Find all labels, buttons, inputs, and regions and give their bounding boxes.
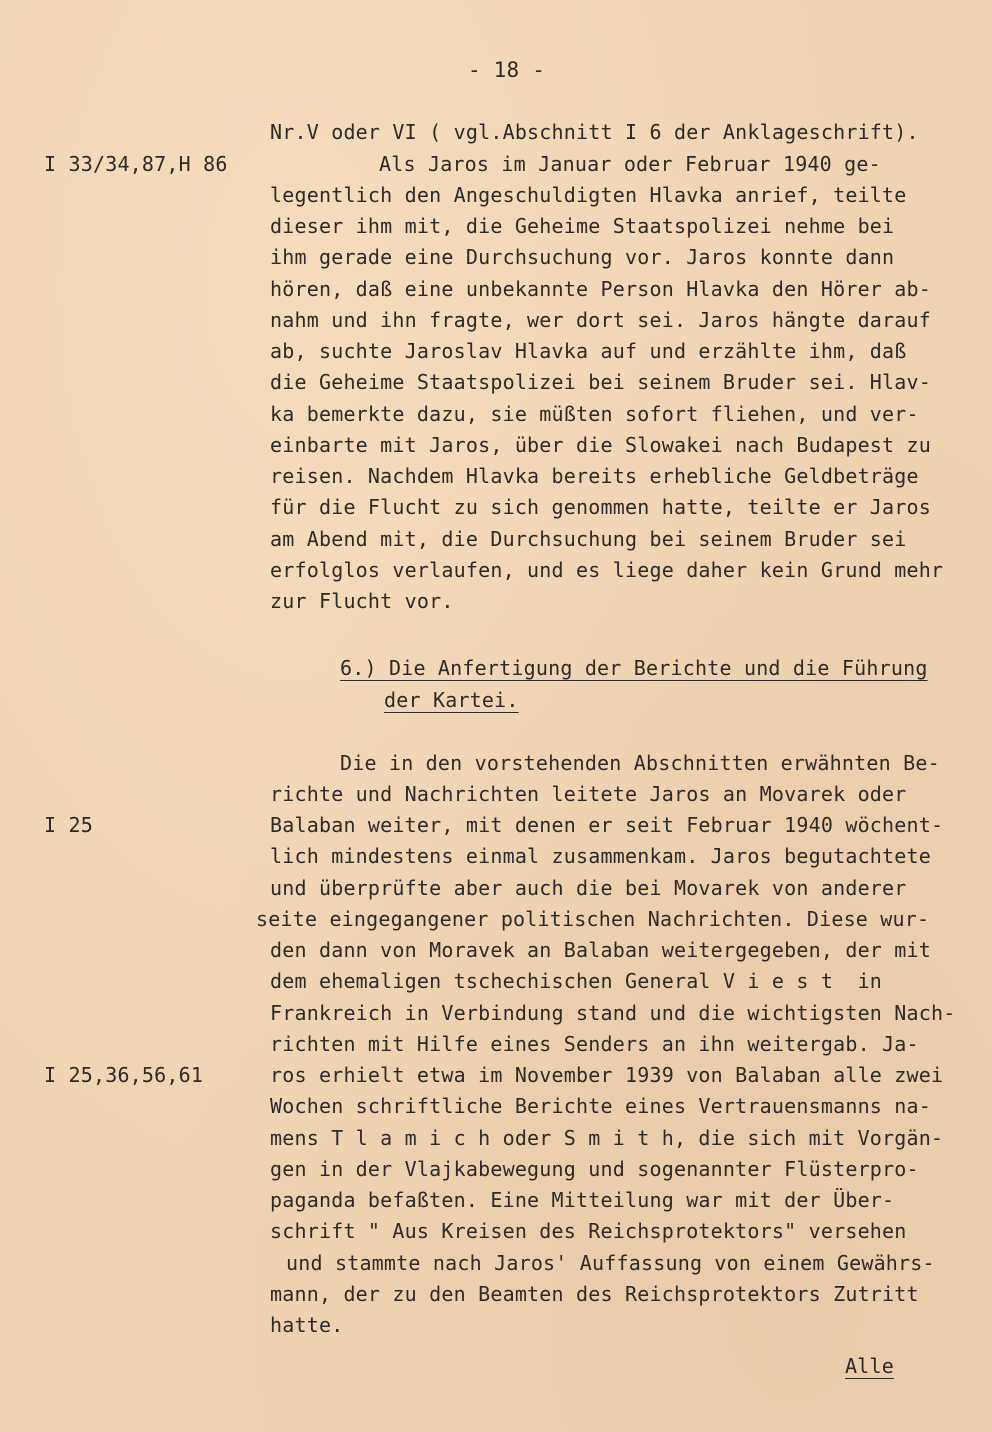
- body-line: ab, suchte Jaroslav Hlavka auf und erzählte ihm, daß: [270, 339, 907, 363]
- body-line: schrift " Aus Kreisen des Reichsprotektors" versehen: [270, 1219, 907, 1243]
- body-line: lich mindestens einmal zusammenkam. Jaros begutachtete: [270, 844, 932, 868]
- body-line: einbarte mit Jaros, über die Slowakei nach Budapest zu: [270, 433, 932, 457]
- body-line: dieser ihm mit, die Geheime Staatspolizei nehme bei: [270, 214, 895, 238]
- body-line: für die Flucht zu sich genommen hatte, teilte er Jaros: [270, 495, 932, 519]
- section-heading: der Kartei.: [384, 688, 519, 712]
- body-line: paganda befaßten. Eine Mitteilung war mit der Über-: [270, 1188, 895, 1212]
- body-line: Nr.V oder VI ( vgl.Abschnitt I 6 der Anklageschrift).: [270, 120, 919, 144]
- section-heading: 6.) Die Anfertigung der Berichte und die Führung: [340, 656, 928, 680]
- body-line: Wochen schriftliche Berichte eines Vertrauensmanns na-: [270, 1094, 932, 1118]
- body-line: legentlich den Angeschuldigten Hlavka anrief, teilte: [270, 183, 907, 207]
- body-line: dem ehemaligen tschechischen General V i e s t in: [270, 969, 883, 993]
- body-line: hören, daß eine unbekannte Person Hlavka den Hörer ab-: [270, 277, 932, 301]
- body-line: Frankreich in Verbindung stand und die wichtigsten Nach-: [270, 1001, 956, 1025]
- body-line: erfolglos verlaufen, und es liege daher kein Grund mehr: [270, 558, 944, 582]
- margin-reference: I 25,36,56,61: [44, 1063, 204, 1087]
- body-line: richte und Nachrichten leitete Jaros an Movarek oder: [270, 782, 907, 806]
- body-line: und stammte nach Jaros' Auffassung von einem Gewährs-: [286, 1251, 935, 1275]
- body-line: und überprüfte aber auch die bei Movarek von anderer: [270, 876, 907, 900]
- body-line: richten mit Hilfe eines Senders an ihn weitergab. Ja-: [270, 1032, 919, 1056]
- body-line: Die in den vorstehenden Abschnitten erwähnten Be-: [340, 751, 940, 775]
- catchword: Alle: [845, 1354, 894, 1378]
- body-line: nahm und ihn fragte, wer dort sei. Jaros hängte darauf: [270, 308, 932, 332]
- body-line: seite eingegangener politischen Nachrichten. Diese wur-: [256, 907, 930, 931]
- body-line: ihm gerade eine Durchsuchung vor. Jaros konnte dann: [270, 245, 895, 269]
- body-line: zur Flucht vor.: [270, 589, 454, 613]
- body-line: hatte.: [270, 1313, 344, 1337]
- body-line: reisen. Nachdem Hlavka bereits erhebliche Geldbeträge: [270, 464, 919, 488]
- body-line: Als Jaros im Januar oder Februar 1940 ge-: [379, 152, 881, 176]
- body-line: gen in der Vlajkabewegung und sogenannter Flüsterpro-: [270, 1157, 919, 1181]
- body-line: ka bemerkte dazu, sie müßten sofort fliehen, und ver-: [270, 402, 919, 426]
- margin-reference: I 33/34,87,H 86: [44, 152, 228, 176]
- body-line: mens T l a m i c h oder S m i t h, die sich mit Vorgän-: [270, 1126, 944, 1150]
- body-line: ros erhielt etwa im November 1939 von Balaban alle zwei: [270, 1063, 944, 1087]
- margin-reference: I 25: [44, 813, 93, 837]
- body-line: den dann von Moravek an Balaban weitergegeben, der mit: [270, 938, 932, 962]
- body-line: die Geheime Staatspolizei bei seinem Bruder sei. Hlav-: [270, 370, 932, 394]
- body-line: mann, der zu den Beamten des Reichsprotektors Zutritt: [270, 1282, 919, 1306]
- body-line: am Abend mit, die Durchsuchung bei seinem Bruder sei: [270, 527, 907, 551]
- body-line: Balaban weiter, mit denen er seit Februar 1940 wöchent-: [270, 813, 944, 837]
- page-number: - 18 -: [468, 58, 546, 82]
